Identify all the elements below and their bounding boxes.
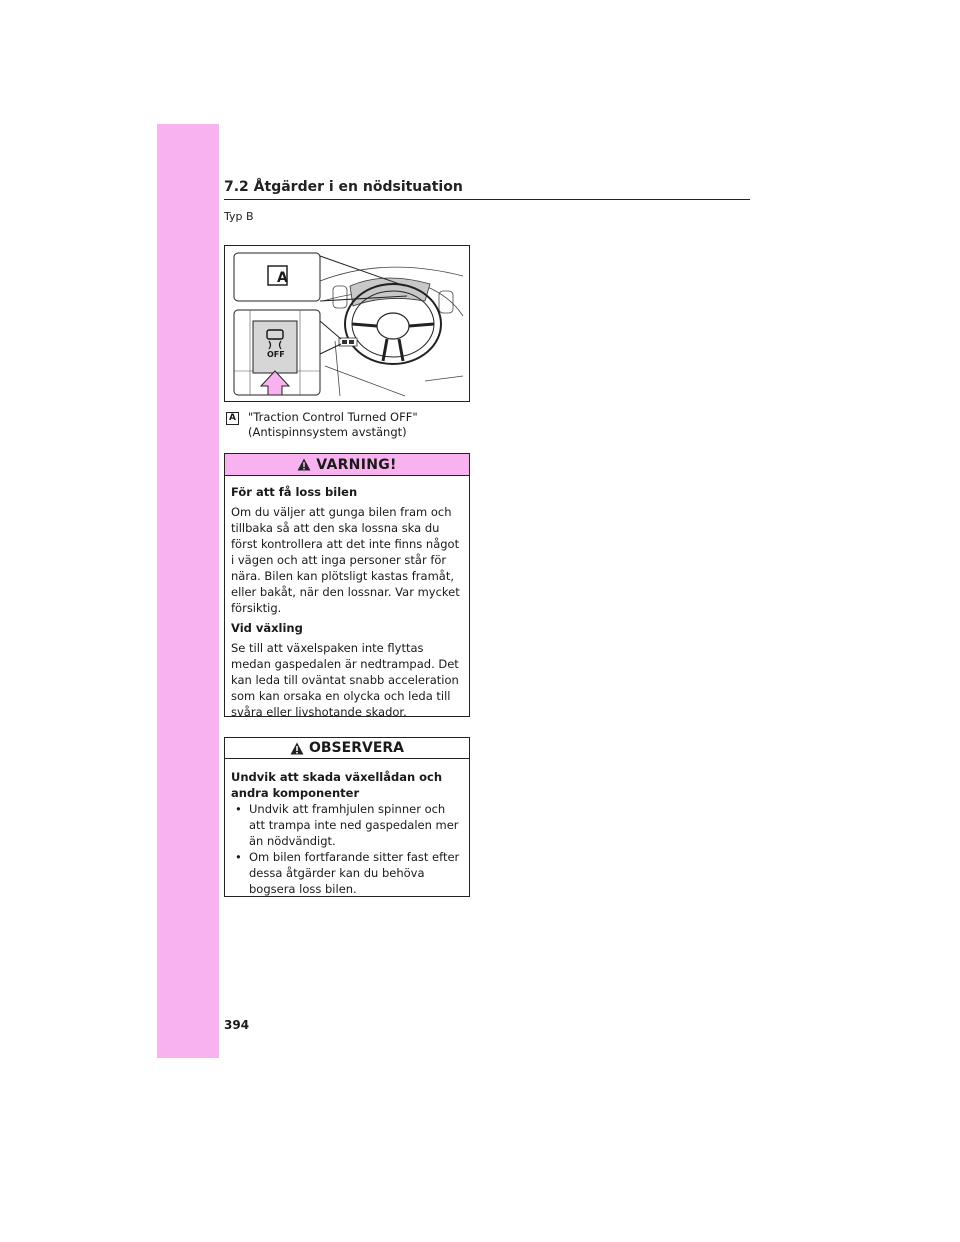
notice-title: OBSERVERA: [308, 740, 404, 756]
caution-triangle-icon: [290, 742, 304, 755]
warning-heading-2: Vid växling: [231, 621, 303, 635]
bullet-icon: •: [235, 802, 242, 816]
section-title: 7.2 Åtgärder i en nödsituation: [224, 179, 463, 195]
notice-heading: Undvik att skada växellådan och andra komponenter: [231, 770, 443, 800]
callout-letter: A: [226, 412, 239, 425]
notice-header: [225, 738, 469, 759]
figure-callout-label: A: [277, 270, 288, 286]
warning-title: VARNING!: [316, 456, 397, 473]
notice-list: [231, 801, 463, 897]
traction-off-label: OFF: [267, 350, 285, 359]
list-item: • Om bilen fortfarande sitter fast efter dessa åtgärder kan du behöva bogsera loss bilen.: [235, 850, 460, 896]
list-item: • Undvik att framhjulen spinner och att trampa inte ned gaspedalen mer än nödvändigt.: [235, 802, 459, 848]
bullet-icon: •: [235, 850, 242, 864]
dashboard-illustration: [224, 245, 470, 402]
warning-header: [225, 454, 469, 476]
callout-line-2: (Antispinnsystem avstängt): [248, 425, 407, 439]
warning-box: [224, 453, 470, 717]
warning-triangle-icon: [297, 458, 311, 471]
warning-text-2: Se till att växelspaken inte flyttas medan gaspedalen är nedtrampad. Det kan leda till oväntat snabb acceleration som kan orsaka en olycka och leda till svåra eller livshotande skador.: [231, 641, 459, 719]
side-color-band: [157, 124, 219, 1058]
callout-line-1: "Traction Control Turned OFF": [248, 410, 418, 424]
page-number: 394: [224, 1018, 250, 1032]
notice-box: [224, 737, 470, 897]
section-divider: [224, 199, 750, 200]
warning-text-1: Om du väljer att gunga bilen fram och tillbaka så att den ska lossna ska du först kontrollera att det inte finns något i vägen och att inga personer står för nära. Bilen kan plötsligt kastas framåt, eller bakåt, när den lossnar. Var mycket försiktig.: [231, 505, 460, 615]
type-label: Typ B: [224, 210, 254, 223]
warning-heading-1: För att få loss bilen: [231, 485, 358, 499]
